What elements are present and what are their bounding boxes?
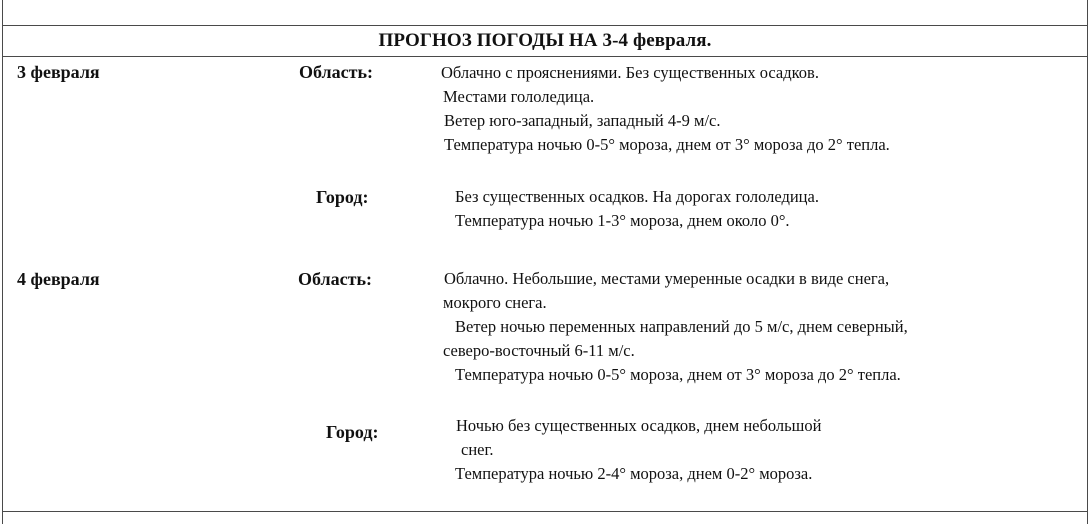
city-line-day1-1: Без существенных осадков. На дорогах гололедица. [455, 187, 819, 206]
title-row [3, 25, 1087, 57]
region-line-day1-1: Облачно с прояснениями. Без существенных осадков. [441, 63, 819, 82]
city-line-day1-2: Температура ночью 1-3° мороза, днем около 0°. [455, 211, 790, 230]
region-line-day1-4: Температура ночью 0-5° мороза, днем от 3° мороза до 2° тепла. [444, 135, 890, 154]
day-date-1: 3 февраля [17, 62, 100, 82]
day-date-2: 4 февраля [17, 269, 100, 289]
region-label-day2: Область: [298, 269, 372, 289]
region-line-day2-3: Ветер ночью переменных направлений до 5 м/с, днем северный, [455, 317, 908, 336]
region-line-day2-2: мокрого снега. [443, 293, 547, 312]
region-line-day2-1: Облачно. Небольшие, местами умеренные осадки в виде снега, [444, 269, 890, 288]
region-line-day1-3: Ветер юго-западный, западный 4-9 м/с. [444, 111, 721, 130]
table-bottom-divider [3, 511, 1087, 512]
city-label-day1: Город: [316, 187, 369, 207]
region-label-day1: Область: [299, 62, 373, 82]
forecast-table [2, 0, 1088, 524]
city-label-day2: Город: [326, 422, 379, 442]
forecast-title: ПРОГНОЗ ПОГОДЫ НА 3-4 февраля. [378, 30, 712, 51]
region-line-day2-4: северо-восточный 6-11 м/с. [443, 341, 635, 360]
region-line-day1-2: Местами гололедица. [443, 87, 595, 106]
city-line-day2-2: снег. [461, 440, 494, 459]
region-line-day2-5: Температура ночью 0-5° мороза, днем от 3° мороза до 2° тепла. [455, 365, 901, 384]
city-line-day2-1: Ночью без существенных осадков, днем небольшой [456, 416, 822, 435]
city-line-day2-3: Температура ночью 2-4° мороза, днем 0-2° мороза. [455, 464, 813, 483]
